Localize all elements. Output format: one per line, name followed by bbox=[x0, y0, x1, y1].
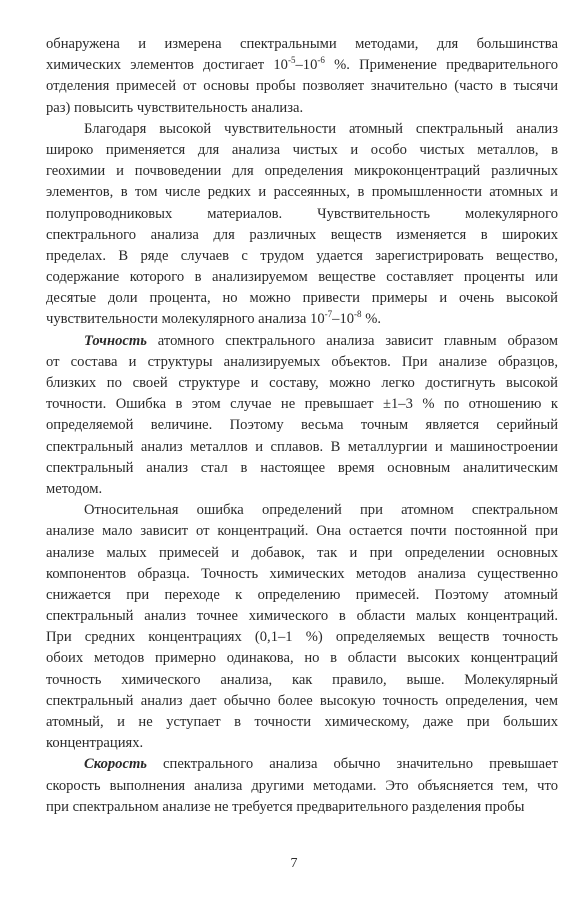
text-line bbox=[46, 627, 558, 648]
text-run: спектрального анализа для различных веществ изменяется в широких bbox=[46, 226, 558, 243]
text-run: близких по своей структуре и составу, можно легко достигнуть высокой bbox=[46, 375, 558, 391]
text-run: анализе малых примесей и добавок, так и при определении основных bbox=[46, 544, 558, 561]
text-run: широко применяется для анализа чистых и особо чистых металлов, в bbox=[46, 141, 558, 158]
text-run: спектрального анализа обычно значительно превышает bbox=[146, 756, 558, 773]
text-line bbox=[46, 543, 558, 564]
text-line bbox=[46, 776, 558, 797]
text-run: Благодаря высокой чувствительности атомный спектральный анализ bbox=[84, 120, 558, 137]
text-run: обоих методов примерно одинакова, но в области высоких концентраций bbox=[46, 650, 558, 667]
text-line bbox=[46, 76, 558, 97]
text-line bbox=[46, 479, 558, 500]
text-run: раз) повысить чувствительность анализа. bbox=[46, 99, 304, 116]
section-term: Скорость bbox=[84, 756, 147, 773]
text-line bbox=[46, 394, 558, 415]
text-run: спектральный анализ дает обычно более высокую точность определения, чем bbox=[46, 692, 558, 709]
text-line bbox=[46, 797, 558, 818]
text-run: компонентов образца. Точность химических методов анализа существенно bbox=[46, 565, 558, 582]
text-run: методом. bbox=[46, 480, 103, 497]
body-text bbox=[46, 34, 558, 818]
text-run: определяемой величине. Поэтому весьма точным является серийный bbox=[46, 417, 558, 434]
text-line bbox=[46, 119, 558, 140]
text-line bbox=[46, 204, 558, 225]
paragraph bbox=[46, 500, 558, 754]
text-run: содержание которого в анализируемом веществе составляет проценты или bbox=[46, 269, 558, 286]
text-run: Относительная ошибка определений при атомном спектральном bbox=[84, 502, 558, 519]
text-line bbox=[46, 500, 558, 521]
text-run: точности. Ошибка в этом случае не превышает ±1–3 % по отношению к bbox=[46, 396, 558, 413]
text-run: спектральный анализ точнее химического в области малых концентраций. bbox=[46, 608, 558, 625]
text-run: химических элементов достигает 10 bbox=[46, 57, 288, 74]
text-run: %. Применение предварительного bbox=[324, 57, 558, 74]
text-run: пределах. В ряде случаев с трудом удается зарегистрировать вещество, bbox=[46, 247, 558, 264]
text-line bbox=[46, 309, 558, 330]
text-line bbox=[46, 712, 558, 733]
text-run: при спектральном анализе не требуется предварительного разделения пробы bbox=[46, 798, 525, 815]
text-line bbox=[46, 55, 558, 76]
text-line bbox=[46, 458, 558, 479]
text-run: от состава и структуры анализируемых объектов. При анализе образцов, bbox=[46, 353, 558, 370]
text-line bbox=[46, 585, 558, 606]
text-line bbox=[46, 352, 558, 373]
text-line bbox=[46, 691, 558, 712]
text-run: анализе мало зависит от концентраций. Она остается почти постоянной при bbox=[46, 523, 558, 540]
text-run: отделения примесей от основы пробы позволяет значительно (часто в тысячи bbox=[46, 78, 558, 95]
page-number: 7 bbox=[290, 856, 298, 871]
text-run: %. bbox=[361, 311, 382, 328]
text-run: полупроводниковых материалов. Чувствительность молекулярного bbox=[46, 205, 558, 222]
exponent: -6 bbox=[317, 55, 325, 66]
text-line bbox=[46, 415, 558, 436]
text-run: скорость выполнения анализа другими методами. Это объясняется тем, что bbox=[46, 777, 558, 794]
text-line bbox=[46, 288, 558, 309]
text-run: концентрациях. bbox=[46, 735, 144, 752]
text-run: точность химического анализа, как правило, выше. Молекулярный bbox=[46, 671, 558, 688]
text-line bbox=[46, 161, 558, 182]
text-line bbox=[46, 564, 558, 585]
text-line bbox=[46, 34, 558, 55]
paragraph bbox=[46, 331, 558, 501]
text-line bbox=[46, 648, 558, 669]
text-run: –10 bbox=[295, 57, 318, 74]
text-line bbox=[46, 373, 558, 394]
section-term: Точность bbox=[84, 332, 147, 349]
text-line bbox=[46, 98, 558, 119]
text-run: При средних концентрациях (0,1–1 %) определяемых веществ точность bbox=[46, 629, 558, 646]
paragraph bbox=[46, 119, 558, 331]
text-line bbox=[46, 140, 558, 161]
exponent: -7 bbox=[324, 309, 333, 320]
text-run: десятые доли процента, но можно привести примеры и очень высокой bbox=[46, 290, 558, 307]
text-run: атомного спектрального анализа зависит главным образом bbox=[146, 332, 558, 349]
paragraph bbox=[46, 34, 558, 119]
text-line bbox=[46, 606, 558, 627]
text-line bbox=[46, 754, 558, 775]
exponent: -5 bbox=[287, 55, 296, 66]
text-line bbox=[46, 182, 558, 203]
paragraph bbox=[46, 754, 558, 818]
text-run: атомный, и не уступает в точности химическому, даже при больших bbox=[46, 714, 558, 730]
text-line bbox=[46, 267, 558, 288]
text-run: геохимии и почвоведении для определения микроконцентраций различных bbox=[46, 163, 558, 180]
text-run: спектральный анализ стал в настоящее время основным аналитическим bbox=[46, 459, 558, 476]
text-run: снижается при переходе к определению примесей. Поэтому атомный bbox=[46, 586, 558, 603]
text-line bbox=[46, 521, 558, 542]
text-line bbox=[46, 670, 558, 691]
text-line bbox=[46, 246, 558, 267]
text-run: –10 bbox=[332, 311, 355, 328]
text-line bbox=[46, 225, 558, 246]
text-run: элементов, в том числе редких и рассеянных, в промышленности атомных и bbox=[46, 184, 558, 201]
text-run: спектральный анализ металлов и сплавов. В металлургии и машиностроении bbox=[46, 438, 558, 455]
text-line bbox=[46, 331, 558, 352]
exponent: -8 bbox=[354, 309, 362, 320]
text-line bbox=[46, 437, 558, 458]
text-run: чувствительности молекулярного анализа 10 bbox=[46, 311, 325, 328]
text-run: обнаружена и измерена спектральными методами, для большинства bbox=[46, 36, 558, 52]
text-line bbox=[46, 733, 558, 754]
